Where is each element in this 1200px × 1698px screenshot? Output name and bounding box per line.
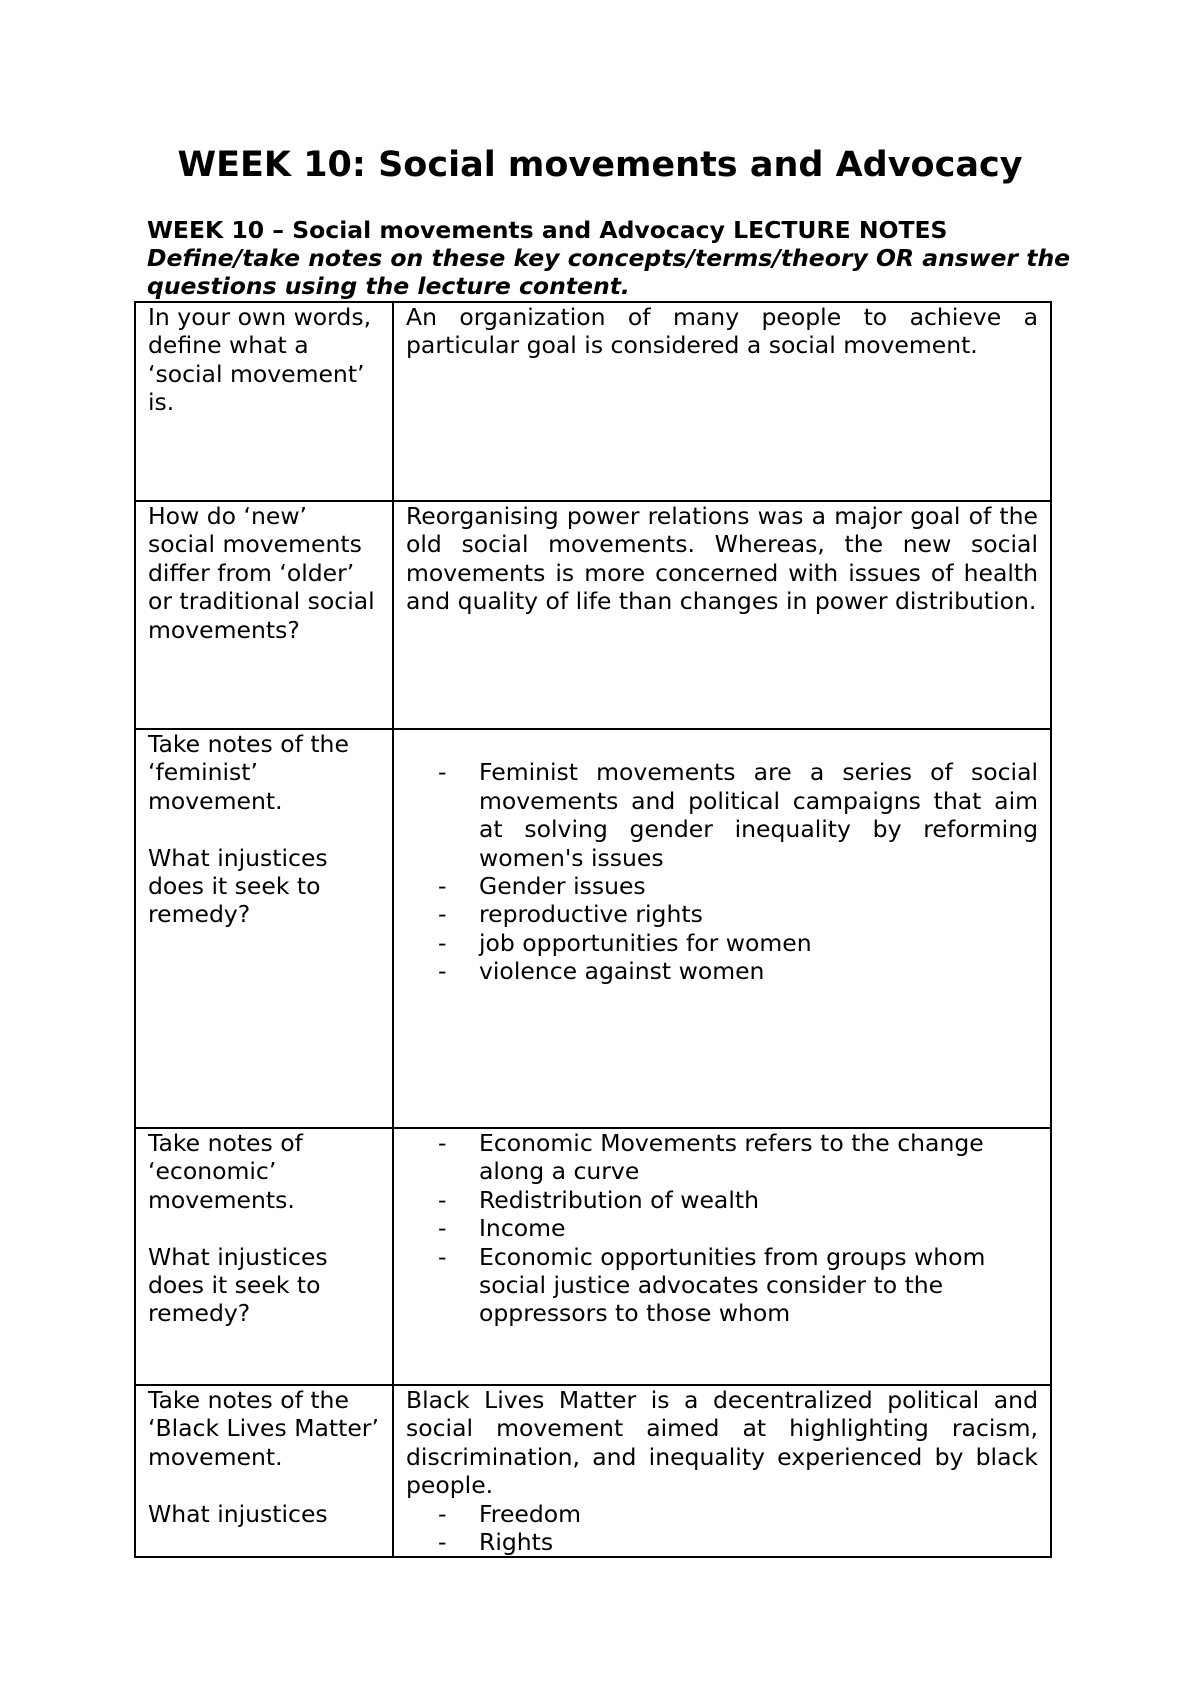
question-text: Take notes of the ‘feminist’ movement. xyxy=(148,730,349,815)
table-row xyxy=(135,1385,1051,1557)
table-row xyxy=(135,302,1051,501)
question-cell xyxy=(135,1385,393,1557)
question-text: What injustices does it seek to remedy? xyxy=(148,843,328,929)
list-item: - Rights xyxy=(438,1528,554,1557)
question-text: What injustices xyxy=(148,1499,328,1528)
list-item: - Redistribution of wealth xyxy=(438,1185,759,1214)
subtitle: WEEK 10 – Social movements and Advocacy LECTURE NOTES xyxy=(147,216,948,244)
answer-cell xyxy=(393,1385,1051,1557)
list-item: - violence against women xyxy=(438,957,765,986)
answer-cell xyxy=(393,729,1051,1128)
question-cell xyxy=(135,501,393,729)
question-cell xyxy=(135,302,393,501)
question-text: In your own words, define what a ‘social movement’ is. xyxy=(148,303,372,417)
lecture-notes-header xyxy=(147,216,1077,300)
answer-text: Reorganising power relations was a major goal of the old social movements. Whereas, the new social movements is more concerned with issues of health and quality of life than changes in power distribution. xyxy=(406,502,1038,616)
answer-text: An organization of many people to achieve a particular goal is considered a social movement. xyxy=(406,303,1038,360)
list-item: - Income xyxy=(438,1214,566,1243)
dash-bullet: - xyxy=(438,1129,447,1157)
answer-cell xyxy=(393,1128,1051,1385)
list-item: - Freedom xyxy=(438,1499,582,1528)
table-row xyxy=(135,729,1051,1128)
list-item: - Economic Movements refers to the change along a curve xyxy=(438,1129,984,1186)
instruction: Define/take notes on these key concepts/terms/theory OR answer the questions using the lecture content. xyxy=(147,244,1071,300)
dash-bullet: - xyxy=(438,900,447,929)
question-cell xyxy=(135,1128,393,1385)
list-item: - job opportunities for women xyxy=(438,928,812,957)
question-text: How do ‘new’ social movements differ from ‘older’ or traditional social movements? xyxy=(148,502,375,644)
list-item: - Gender issues xyxy=(438,872,646,901)
table-row xyxy=(135,1128,1051,1385)
answer-list xyxy=(406,1129,1038,1328)
answer-list xyxy=(406,1500,1038,1557)
page-title: WEEK 10: Social movements and Advocacy xyxy=(177,145,1023,185)
table-row xyxy=(135,501,1051,729)
dash-bullet: - xyxy=(438,758,447,787)
answer-list xyxy=(406,758,1038,985)
question-cell xyxy=(135,729,393,1128)
dash-bullet: - xyxy=(438,1185,447,1214)
question-text: Take notes of ‘economic’ movements. xyxy=(148,1129,303,1214)
dash-bullet: - xyxy=(438,1242,447,1271)
question-text: What injustices does it seek to remedy? xyxy=(148,1242,328,1328)
answer-text: Black Lives Matter is a decentralized political and social movement aimed at highlighting racism, discrimination, and inequality experienced by black people. xyxy=(406,1386,1038,1500)
answer-cell xyxy=(393,501,1051,729)
notes-table xyxy=(134,301,1052,1558)
dash-bullet: - xyxy=(438,957,447,986)
list-item: - reproductive rights xyxy=(438,900,703,929)
dash-bullet: - xyxy=(438,928,447,957)
question-text: Take notes of the ‘Black Lives Matter’ movement. xyxy=(148,1386,379,1471)
dash-bullet: - xyxy=(438,1528,447,1557)
answer-cell xyxy=(393,302,1051,501)
dash-bullet: - xyxy=(438,1499,447,1528)
list-item: - Feminist movements are a series of social movements and political campaigns that aim at solving gender inequality by reforming women's issues xyxy=(438,758,1038,872)
dash-bullet: - xyxy=(438,872,447,901)
dash-bullet: - xyxy=(438,1214,447,1243)
list-item: - Economic opportunities from groups whom social justice advocates consider to the oppressors to those whom xyxy=(438,1242,986,1328)
